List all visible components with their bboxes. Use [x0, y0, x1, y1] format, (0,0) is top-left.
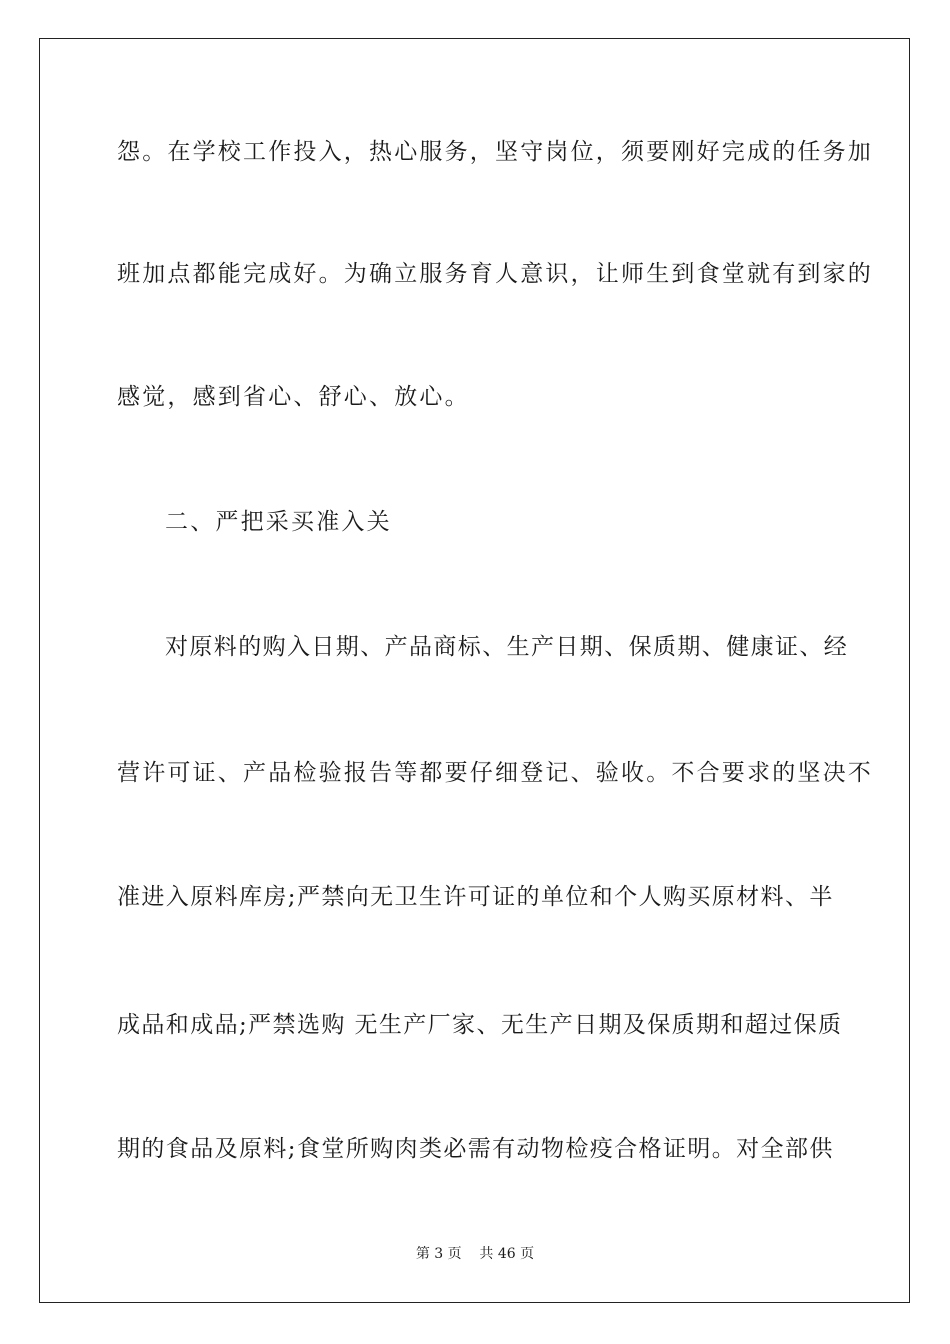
body-text-line: 期的食品及原料;食堂所购肉类必需有动物检疫合格证明。对全部供	[117, 1136, 834, 1162]
page-footer: 第 3 页 共 46 页	[415, 1246, 535, 1262]
page-frame	[39, 38, 910, 1303]
body-text-line: 班加点都能完成好。为确立服务育人意识，让师生到食堂就有到家的	[117, 261, 873, 287]
body-text-line: 感觉，感到省心、舒心、放心。	[117, 384, 470, 410]
body-text-line: 对原料的购入日期、产品商标、生产日期、保质期、健康证、经	[165, 634, 849, 660]
body-text-line: 成品和成品;严禁选购 无生产厂家、无生产日期及保质期和超过保质	[117, 1012, 843, 1038]
body-text-line: 怨。在学校工作投入，热心服务，坚守岗位，须要刚好完成的任务加	[117, 139, 873, 165]
body-text-line: 营许可证、产品检验报告等都要仔细登记、验收。不合要求的坚决不	[117, 760, 873, 786]
body-text-line: 准进入原料库房;严禁向无卫生许可证的单位和个人购买原材料、半	[117, 884, 834, 910]
section-heading: 二、严把采买准入关	[165, 509, 392, 535]
